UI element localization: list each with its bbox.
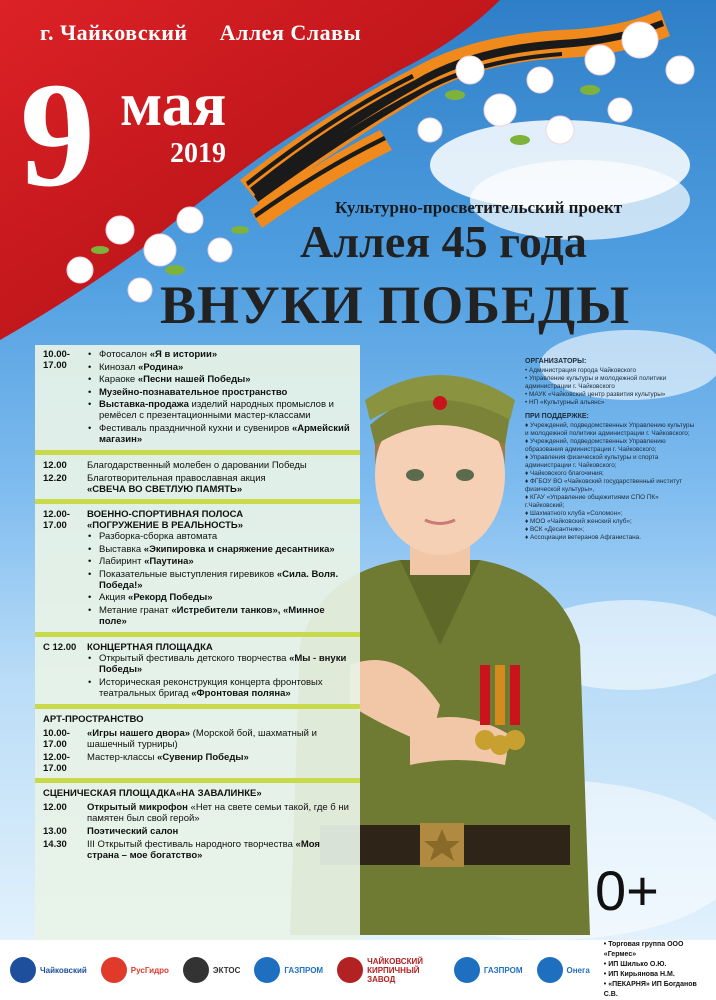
organizers-title: ОРГАНИЗАТОРЫ:	[525, 358, 587, 365]
section-divider	[35, 499, 360, 504]
schedule-text-bold: «СВЕЧА ВО СВЕТЛУЮ ПАМЯТЬ»	[87, 484, 243, 495]
logo-label: ГАЗПРОМ	[483, 965, 523, 975]
sponsor-logo	[537, 957, 590, 983]
event-day: 9	[20, 52, 95, 218]
section-divider	[35, 778, 360, 783]
support-item: ♦ Чайковского благочиния;	[525, 470, 604, 477]
schedule-time: 10.00- 17.00	[43, 349, 70, 371]
section-divider	[35, 704, 360, 709]
schedule-text-bold: «Моя страна – мое богатство»	[87, 839, 320, 861]
organizers-block	[525, 358, 695, 542]
sponsor-item: • ИП Кирьянова Н.М.	[603, 971, 675, 978]
logo-label: Чайковский	[40, 965, 87, 975]
event-year: 2019	[170, 138, 226, 169]
schedule-text-bold: «Игры нашего двора»	[87, 728, 191, 739]
sponsor-logo	[337, 957, 440, 984]
support-item: ♦ ФГБОУ ВО «Чайковский государственный институт физической культуры»,	[525, 478, 683, 493]
schedule-text: Караоке	[99, 374, 138, 385]
sponsor-logo	[454, 957, 523, 983]
schedule-block-concert	[43, 642, 352, 700]
support-item: ♦ Шахматного клуба «Соломон»;	[525, 510, 623, 517]
sponsor-logo	[183, 957, 240, 983]
logo-mark-icon	[454, 957, 480, 983]
schedule-time: 14.30	[43, 839, 67, 850]
sponsor-item: • ИП Шилько О.Ю.	[603, 961, 667, 968]
schedule-text: изделий народных промыслов и ремёсел с презентационными мастер-классами	[99, 399, 334, 421]
organizer-item: • НП «Культурный альянс»	[525, 399, 605, 406]
logo-label: РусГидро	[130, 965, 169, 975]
schedule-time: С 12.00	[43, 642, 77, 653]
logo-label: ГАЗПРОМ	[284, 965, 324, 975]
header-location	[40, 20, 387, 46]
logo-mark-icon	[10, 957, 36, 983]
schedule-text-bold: «Сувенир Победы»	[157, 752, 249, 763]
section-divider	[35, 450, 360, 455]
age-rating: 0+	[595, 859, 659, 922]
support-item: ♦ Учреждений, подведомственных Управлению образования администрации г. Чайковского;	[525, 438, 666, 453]
section-title: АРТ-ПРОСТРАНСТВО	[43, 714, 144, 725]
schedule-list-item	[87, 556, 352, 567]
schedule-block-moleben	[43, 460, 352, 471]
schedule-text-bold: «Песни нашей Победы»	[137, 374, 251, 385]
schedule-text: Акция	[99, 592, 129, 603]
city-name: г. Чайковский	[40, 20, 188, 45]
schedule-text-bold: «Сила. Воля. Победа!»	[99, 568, 339, 591]
schedule-time: 12.00- 17.00	[43, 509, 70, 531]
schedule-text: Фестиваль праздничной кухни и сувениров	[99, 422, 292, 434]
schedule-text: «Нет на свете семьи такой, где б ни памятен был свой герой»	[87, 802, 349, 824]
support-item: ♦ Ассоциации ветеранов Афганистана.	[525, 534, 642, 541]
section-divider	[35, 632, 360, 637]
support-item: ♦ ВСК «Десантник»;	[525, 526, 585, 533]
schedule-block-masterclass	[43, 752, 352, 774]
logo-mark-icon	[183, 957, 209, 983]
schedule-block-military	[43, 509, 352, 628]
schedule-block-open-mic	[43, 802, 352, 824]
schedule-text-bold: Поэтический салон	[87, 826, 179, 837]
schedule-block-poetry	[43, 826, 352, 837]
schedule-list-item	[87, 362, 352, 373]
schedule-block-exhibitions	[43, 349, 352, 446]
schedule-text-bold: «Экипировка и снаряжение десантника»	[143, 543, 335, 555]
section-title: ВОЕННО-СПОРТИВНАЯ ПОЛОСА «ПОГРУЖЕНИЕ В РЕАЛЬНОСТЬ»	[87, 509, 244, 531]
support-title: ПРИ ПОДДЕРЖКЕ:	[525, 413, 589, 420]
schedule-list-item	[87, 605, 352, 627]
schedule-text-bold: Музейно-познавательное пространство	[99, 386, 288, 398]
section-title: КОНЦЕРТНАЯ ПЛОЩАДКА	[87, 642, 213, 653]
organizer-item: • Администрация города Чайковского	[525, 367, 637, 374]
schedule-text: Кинозал	[99, 361, 139, 373]
schedule-list-item	[87, 544, 352, 555]
schedule-list-item	[87, 677, 352, 699]
schedule-list-item	[87, 653, 352, 675]
schedule-text: Лабиринт	[99, 556, 145, 567]
schedule-text: Открытый фестиваль детского творчества	[99, 653, 290, 664]
schedule-text: Историческая реконструкция концерта фронтовых театральных бригад	[99, 676, 323, 699]
logo-mark-icon	[537, 957, 563, 983]
project-title-main: ВНУКИ ПОБЕДЫ	[160, 275, 631, 335]
schedule-text-bold: Выставка-продажа	[99, 399, 189, 410]
logo-mark-icon	[254, 957, 280, 983]
section-title: СЦЕНИЧЕСКАЯ ПЛОЩАДКА«НА ЗАВАЛИНКЕ»	[43, 788, 262, 799]
support-item: ♦ КГАУ «Управление общежитиями СПО ПК» г.Чайковский;	[525, 494, 659, 509]
footer-logos	[0, 940, 716, 1000]
schedule-text: Благодарственный молебен о даровании Победы	[87, 460, 307, 471]
schedule-text-bold: Открытый микрофон	[87, 802, 188, 813]
support-item: ♦ Управления физической культуры и спорта администрации г. Чайковского;	[525, 454, 659, 469]
schedule-time: 12.20	[43, 473, 67, 484]
sponsor-logo	[254, 957, 323, 983]
schedule-list-item	[87, 592, 352, 603]
schedule-text: Мастер-классы	[87, 752, 158, 763]
schedule-text: Метание гранат	[99, 604, 172, 616]
logo-label: Онега	[566, 965, 590, 975]
schedule-time: 10.00- 17.00	[43, 728, 70, 750]
schedule-block-folk-festival	[43, 839, 352, 861]
event-month: мая	[120, 71, 227, 139]
schedule-list-item	[87, 374, 352, 385]
support-item: ♦ Учреждений, подведомственных Управлению культуры и молодежной политики администрации г. Чайковского;	[525, 422, 695, 437]
schedule-text-bold: «Рекорд Победы»	[128, 592, 213, 603]
schedule-list-item	[87, 349, 352, 360]
schedule-list-item	[87, 387, 352, 398]
schedule-text-bold: «Армейский магазин»	[99, 422, 350, 445]
logo-label: ЭКТОС	[212, 965, 241, 975]
schedule-block-candle	[43, 473, 352, 495]
sponsor-logo	[10, 957, 87, 983]
schedule-time: 12.00- 17.00	[43, 752, 70, 774]
sponsors-list	[604, 940, 706, 1000]
schedule-block-games	[43, 728, 352, 750]
schedule-text: Показательные выступления гиревиков	[99, 568, 277, 580]
sponsor-item: • Торговая группа ООО «Гермес»	[603, 941, 684, 958]
schedule-text-bold: «Родина»	[138, 361, 184, 373]
schedule-text: (Морской бой, шахматный и шашечный турниры)	[87, 728, 317, 750]
schedule-text: III Открытый фестиваль народного творчества	[87, 839, 296, 850]
schedule-text-bold: «Паутина»	[144, 556, 194, 567]
project-subtitle: Культурно-просветительский проект	[335, 198, 623, 217]
schedule-text: Разборка-сборка автомата	[99, 531, 218, 542]
schedule-list-item	[87, 531, 352, 542]
schedule-text-bold: «Я в истории»	[149, 349, 218, 360]
schedule-text: Выставка	[99, 543, 144, 555]
logo-mark-icon	[101, 957, 127, 983]
logo-label: ЧАЙКОВСКИЙ КИРПИЧНЫЙ ЗАВОД	[367, 956, 423, 984]
schedule-text: Фотосалон	[99, 349, 150, 360]
organizer-item: • Управление культуры и молодежной политики администрации г. Чайковского	[525, 375, 667, 390]
schedule-text-bold: «Мы - внуки Победы»	[99, 653, 347, 675]
schedule-list-item	[87, 423, 352, 445]
place-name: Аллея Славы	[219, 20, 362, 45]
schedule-text-bold: «Фронтовая поляна»	[191, 687, 291, 699]
schedule-time: 13.00	[43, 826, 67, 837]
sponsor-logo	[101, 957, 169, 983]
schedule-panel	[35, 345, 360, 940]
project-title: Аллея 45 года	[300, 216, 587, 267]
logo-mark-icon	[337, 957, 363, 983]
schedule-time: 12.00	[43, 802, 67, 813]
schedule-text-bold: «Истребители танков», «Минное поле»	[99, 604, 325, 627]
support-item: ♦ МОО «Чайковский женский клуб»;	[525, 518, 632, 525]
schedule-time: 12.00	[43, 460, 67, 471]
schedule-list-item	[87, 569, 352, 591]
sponsor-item: • «ПЕКАРНЯ» ИП Богданов С.В.	[603, 981, 697, 998]
schedule-text: Благотворительная православная акция	[87, 473, 266, 484]
organizer-item: • МАУК «Чайковский центр развития культуры»	[525, 391, 666, 398]
schedule-list-item	[87, 399, 352, 421]
